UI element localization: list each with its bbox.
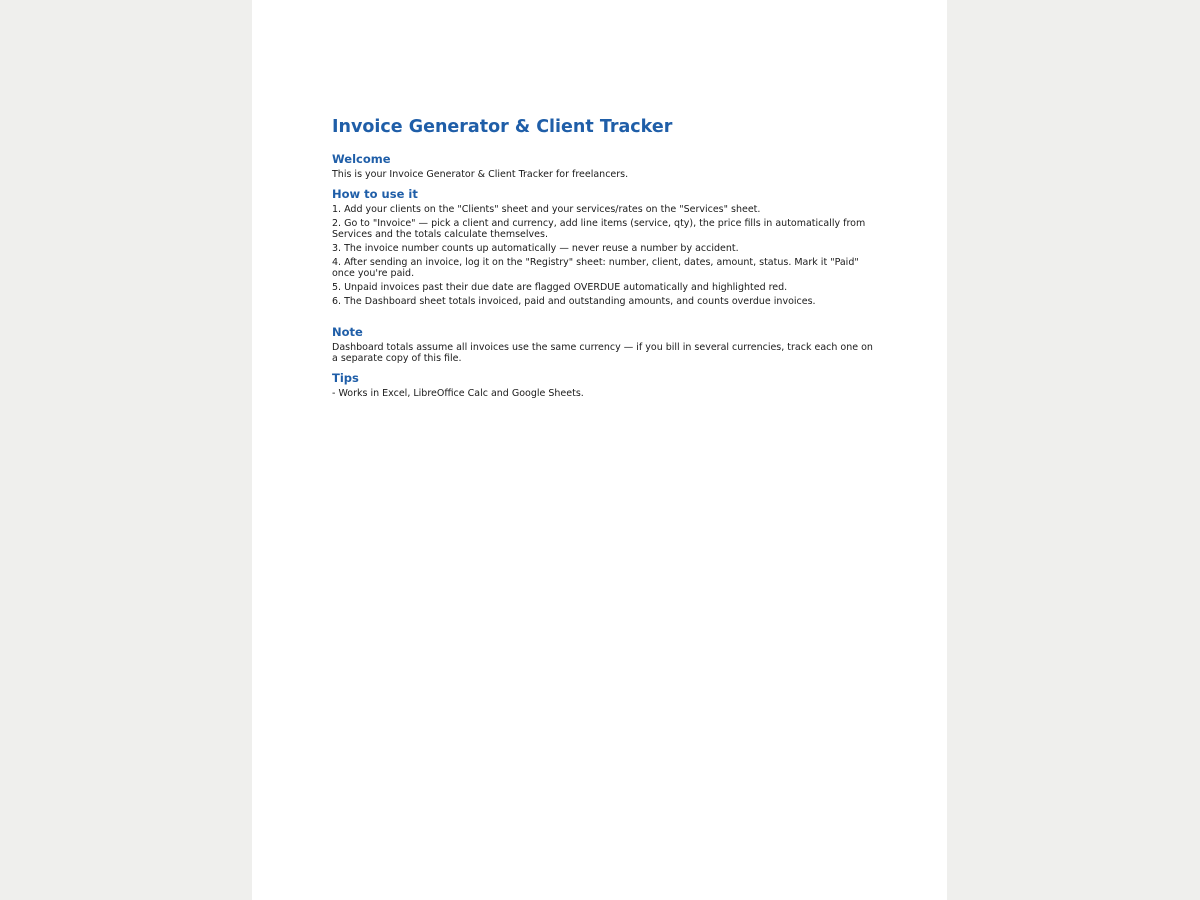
how-to-step-1: 1. Add your clients on the "Clients" sheet and your services/rates on the "Services" sheet. [332, 204, 761, 215]
how-to-step-4: 4. After sending an invoice, log it on the "Registry" sheet: number, client, dates, amount, status. Mark it "Paid" once you're paid. [332, 257, 859, 279]
welcome-text: This is your Invoice Generator & Client Tracker for freelancers. [332, 169, 629, 180]
note-heading: Note [332, 325, 363, 339]
document-page [252, 0, 947, 900]
how-to-step-6: 6. The Dashboard sheet totals invoiced, paid and outstanding amounts, and counts overdue invoices. [332, 296, 816, 307]
document-title: Invoice Generator & Client Tracker [332, 117, 673, 137]
how-to-step-2: 2. Go to "Invoice" — pick a client and currency, add line items (service, qty), the price fills in automatically from Services and the totals calculate themselves. [332, 218, 866, 240]
tips-section [332, 371, 877, 399]
note-section [332, 325, 877, 364]
tips-item: - Works in Excel, LibreOffice Calc and Google Sheets. [332, 388, 584, 399]
document-content [332, 116, 877, 406]
how-to-heading: How to use it [332, 187, 418, 201]
how-to-step-3: 3. The invoice number counts up automatically — never reuse a number by accident. [332, 243, 739, 254]
note-text: Dashboard totals assume all invoices use the same currency — if you bill in several currencies, track each one on a separate copy of this file. [332, 342, 873, 364]
welcome-section [332, 152, 877, 180]
how-to-step-5: 5. Unpaid invoices past their due date are flagged OVERDUE automatically and highlighted red. [332, 282, 788, 293]
how-to-section [332, 187, 877, 307]
welcome-heading: Welcome [332, 152, 391, 166]
tips-heading: Tips [332, 371, 359, 385]
